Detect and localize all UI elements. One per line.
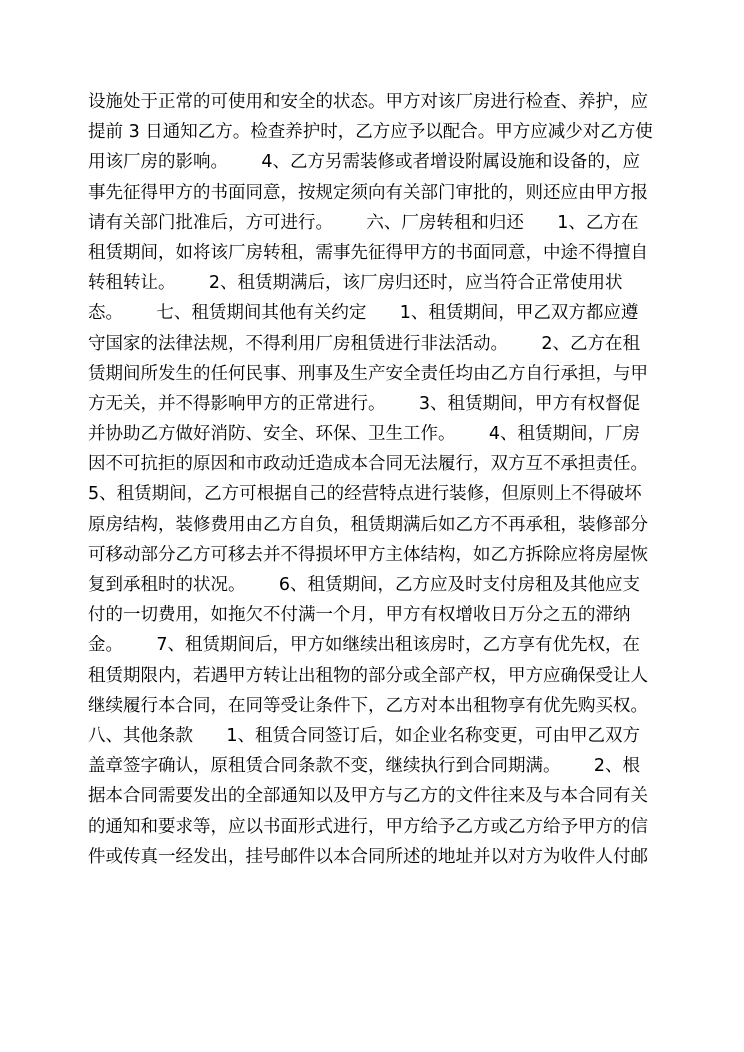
text-line-22: 八、其他条款 1、租赁合同签订后，如企业名称变更，可由甲乙双方: [88, 725, 641, 746]
text-line-16: 可移动部分乙方可移去并不得损坏甲方主体结构，如乙方拆除应将房屋恢: [88, 544, 648, 565]
text-line-1: 设施处于正常的可使用和安全的状态。甲方对该厂房进行检查、养护，应: [88, 92, 648, 112]
text-line-26: 件或传真一经发出，挂号邮件以本合同所述的地址并以对方为收件人付邮: [88, 846, 648, 867]
text-line-18: 付的一切费用，如拖欠不付满一个月，甲方有权增收日万分之五的滞纳: [88, 605, 631, 626]
text-line-15: 原房结构，装修费用由乙方自负，租赁期满后如乙方不再承租，装修部分: [88, 514, 648, 535]
text-line-14: 5、租赁期间，乙方可根据自己的经营特点进行装修，但原则上不得破坏: [88, 484, 642, 505]
text-line-5: 请有关部门批准后，方可进行。 六、厂房转租和归还 1、乙方在: [88, 212, 639, 233]
text-line-21: 继续履行本合同，在同等受让条件下，乙方对本出租物享有优先购买权。: [88, 695, 648, 716]
text-line-2: 提前 3 日通知乙方。检查养护时，乙方应予以配合。甲方应减少对乙方使: [88, 122, 653, 143]
text-line-8: 态。 七、租赁期间其他有关约定 1、租赁期间，甲乙双方都应遵: [88, 303, 639, 324]
text-line-23: 盖章签字确认，原租赁合同条款不变，继续执行到合同期满。 2、根: [88, 756, 641, 777]
text-line-9: 守国家的法律法规，不得利用厂房租赁进行非法活动。 2、乙方在租: [88, 333, 641, 354]
text-line-10: 赁期间所发生的任何民事、刑事及生产安全责任均由乙方自行承担，与甲: [88, 363, 648, 384]
text-line-12: 并协助乙方做好消防、安全、环保、卫生工作。 4、租赁期间，厂房: [88, 424, 641, 445]
text-line-20: 租赁期限内，若遇甲方转让出租物的部分或全部产权，甲方应确保受让人: [88, 665, 648, 686]
text-line-24: 据本合同需要发出的全部通知以及甲方与乙方的文件往来及与本合同有关: [88, 786, 648, 807]
text-line-13: 因不可抗拒的原因和市政动迁造成本合同无法履行，双方互不承担责任。: [88, 454, 648, 475]
text-line-7: 转租转让。 2、租赁期满后，该厂房归还时，应当符合正常使用状: [88, 273, 623, 294]
text-line-3: 用该厂房的影响。 4、乙方另需装修或者增设附属设施和设备的，应: [88, 152, 641, 173]
text-line-25: 的通知和要求等，应以书面形式进行，甲方给予乙方或乙方给予甲方的信: [88, 816, 648, 837]
contract-body-text: [88, 87, 668, 872]
text-line-11: 方无关，并不得影响甲方的正常进行。 3、租赁期间，甲方有权督促: [88, 393, 641, 414]
text-line-6: 租赁期间，如将该厂房转租，需事先征得甲方的书面同意，中途不得擅自: [88, 242, 648, 263]
text-line-17: 复到承租时的状况。 6、租赁期间，乙方应及时支付房租及其他应支: [88, 575, 641, 595]
text-line-19: 金。 7、租赁期间后，甲方如继续出租该房时，乙方享有优先权，在: [88, 635, 641, 656]
text-line-4: 事先征得甲方的书面同意，按规定须向有关部门审批的，则还应由甲方报: [88, 182, 648, 203]
